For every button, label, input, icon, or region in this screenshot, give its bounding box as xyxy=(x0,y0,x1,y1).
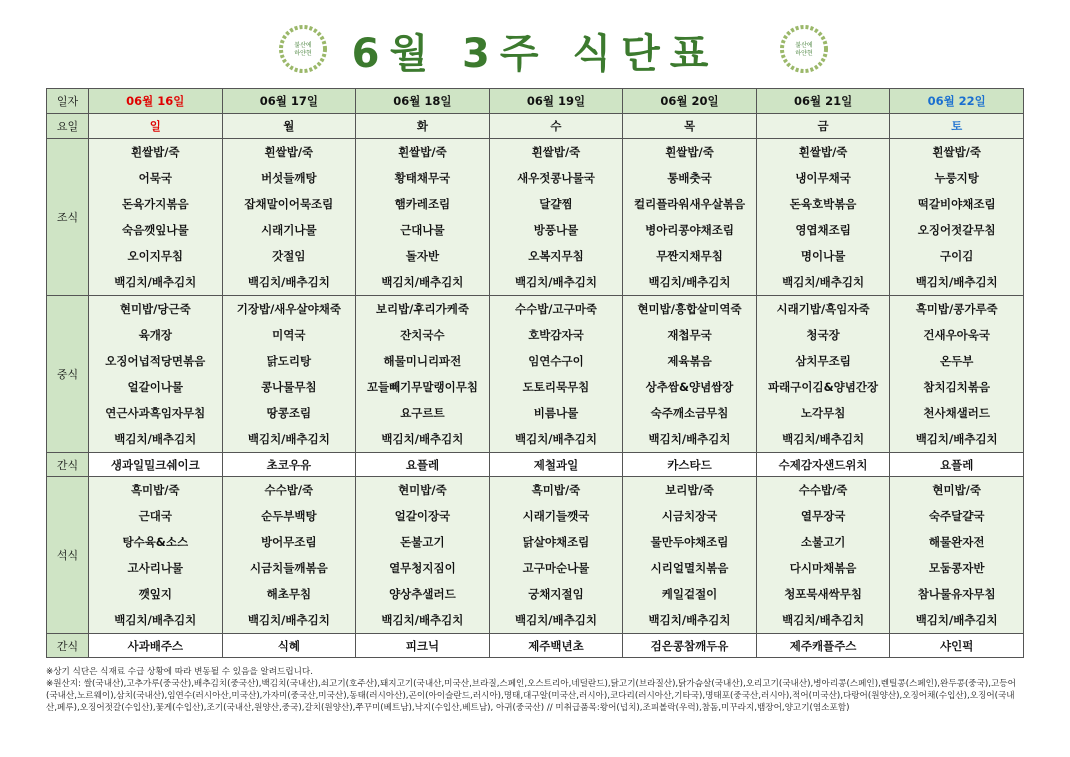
day-cell: 월 xyxy=(222,114,356,139)
menu-item: 흑미밥/죽 xyxy=(531,483,581,497)
menu-item: 삼치무조림 xyxy=(795,354,851,368)
menu-item: 새우젓콩나물국 xyxy=(517,171,595,185)
date-cell: 06월 22일 xyxy=(890,89,1024,114)
menu-item: 수수밥/죽 xyxy=(264,483,314,497)
menu-item: 흰쌀밥/죽 xyxy=(932,145,981,159)
menu-item: 수수밥/고구마죽 xyxy=(514,302,597,316)
menu-item: 수수밥/죽 xyxy=(798,483,848,497)
menu-item: 시금치들깨볶음 xyxy=(249,561,328,575)
dinner-row xyxy=(47,477,1024,634)
wreath-logo-left xyxy=(278,24,328,74)
menu-item: 백김치/배추김치 xyxy=(114,275,197,289)
menu-item: 상추쌈&양념쌈장 xyxy=(645,380,734,394)
menu-item: 잡채말이어묵조림 xyxy=(244,197,334,211)
date-cell: 06월 21일 xyxy=(756,89,890,114)
snack2-label: 간식 xyxy=(47,634,89,658)
snack-cell: 카스타드 xyxy=(623,453,757,477)
date-label: 일자 xyxy=(47,89,89,114)
menu-item: 임연수구이 xyxy=(528,354,584,368)
menu-item: 어묵국 xyxy=(138,171,172,185)
menu-item: 온두부 xyxy=(940,354,974,368)
menu-item: 백김치/배추김치 xyxy=(247,432,330,446)
day-cell: 일 xyxy=(89,114,223,139)
snack1-label: 간식 xyxy=(47,453,89,477)
menu-item: 탕수육&소스 xyxy=(122,535,189,549)
menu-item: 연근사과흑임자무침 xyxy=(105,406,206,420)
menu-item: 제육볶음 xyxy=(667,354,712,368)
menu-item: 흑미밥/죽 xyxy=(130,483,180,497)
menu-item: 미역국 xyxy=(272,328,306,342)
date-cell: 06월 19일 xyxy=(489,89,623,114)
menu-cell xyxy=(356,296,490,453)
menu-item: 해물미니리파전 xyxy=(383,354,462,368)
menu-item: 백김치/배추김치 xyxy=(648,432,731,446)
menu-item: 달걀찜 xyxy=(539,197,573,211)
menu-item: 케일겉절이 xyxy=(661,587,718,601)
date-row xyxy=(47,89,1024,114)
menu-item: 돈불고기 xyxy=(400,535,445,549)
svg-text:불산에: 불산에 xyxy=(795,42,813,49)
menu-item: 백김치/배추김치 xyxy=(514,613,597,627)
day-row xyxy=(47,114,1024,139)
menu-table xyxy=(46,88,1024,658)
menu-item: 백김치/배추김치 xyxy=(381,613,464,627)
menu-item: 백김치/배추김치 xyxy=(247,613,330,627)
date-cell: 06월 20일 xyxy=(623,89,757,114)
menu-cell xyxy=(89,477,223,634)
lunch-row xyxy=(47,296,1024,453)
snack-cell: 초코우유 xyxy=(222,453,356,477)
menu-item: 백김치/배추김치 xyxy=(648,275,731,289)
menu-item: 백김치/배추김치 xyxy=(114,432,197,446)
menu-item: 컬리플라워새우살볶음 xyxy=(633,197,746,211)
date-cell: 06월 16일 xyxy=(89,89,223,114)
menu-item: 닭도리탕 xyxy=(266,354,312,368)
menu-item: 방어무조림 xyxy=(261,535,317,549)
menu-item: 흰쌀밥/죽 xyxy=(264,145,314,159)
menu-item: 근대국 xyxy=(138,509,172,523)
menu-item: 노각무침 xyxy=(800,406,846,420)
menu-cell xyxy=(89,296,223,453)
snack-cell: 사과배주스 xyxy=(89,634,223,658)
menu-item: 현미밥/당근죽 xyxy=(119,302,191,316)
menu-item: 참치김치볶음 xyxy=(923,380,991,394)
note-origin: ※원산지: 쌀(국내산),고추가루(중국산),배추김치(중국산),백김치(국내산),쇠고기(호주산),돼지고기(국내산,미국산,브라질,스페인,오스트리아,네덜란드),닭고기(브라질산),닭가슴살(국내산),오리고기(국내산),병아리콩(스페인),렌틸콩(스페인),완두콩(중국),고등어(국내산,노르웨이),삼치(국내산),임연수(러시아산,미국산),가자미(중국산,미국산),동태(러시아산),곤이(아이슬란드,러시아),명태,대구알(미국산,러시아),코다리(러시아산,기타국),명태포(중국산,러시아),적어(미국산),다랑어(원양산),오징어채(수입산),오징어(국내산,페루),오징어젓갈(수입산),꽃게(수입산),조기(국내산,원양산,중국),갈치(원양산),쭈꾸미(베트남),낙지(수입산,베트남), 아귀(중국산) // 미취급품목:왕어(넙치),조피볼락(우럭),참돔,미꾸라지,뱀장어,양고기(염소포함) xyxy=(46,679,1016,713)
menu-item: 시래기밥/흑임자죽 xyxy=(776,302,870,316)
menu-item: 오이지무침 xyxy=(127,249,184,263)
menu-item: 잔치국수 xyxy=(400,328,445,342)
menu-cell xyxy=(489,477,623,634)
page-title: 6월 3주 식단표 xyxy=(351,31,719,77)
day-label: 요일 xyxy=(47,114,89,139)
menu-item: 참나물유자무침 xyxy=(917,587,996,601)
menu-item: 백김치/배추김치 xyxy=(247,275,330,289)
menu-item: 청국장 xyxy=(806,328,840,342)
menu-item: 꼬들빼기무말랭이무침 xyxy=(366,380,478,394)
snack-cell: 요플레 xyxy=(356,453,490,477)
menu-item: 흰쌀밥/죽 xyxy=(531,145,581,159)
menu-item: 흰쌀밥/죽 xyxy=(798,145,848,159)
day-cell: 금 xyxy=(756,114,890,139)
snack2-row xyxy=(47,634,1024,658)
menu-item: 물만두야채조림 xyxy=(650,535,729,549)
snack1-row xyxy=(47,453,1024,477)
menu-item: 파래구이김&양념간장 xyxy=(768,380,879,394)
menu-item: 병아리콩야채조림 xyxy=(645,223,734,237)
menu-item: 건새우아욱국 xyxy=(923,328,991,342)
menu-item: 시리얼멸치볶음 xyxy=(650,561,729,575)
menu-cell xyxy=(222,296,356,453)
menu-cell xyxy=(890,477,1024,634)
menu-item: 청포묵새싹무침 xyxy=(784,587,862,601)
menu-item: 천사채샐러드 xyxy=(923,406,991,420)
menu-cell xyxy=(623,296,757,453)
menu-item: 백김치/배추김치 xyxy=(782,275,865,289)
menu-cell xyxy=(890,296,1024,453)
menu-item: 백김치/배추김치 xyxy=(114,613,197,627)
menu-cell xyxy=(356,477,490,634)
day-cell: 목 xyxy=(623,114,757,139)
menu-item: 열무청지짐이 xyxy=(389,561,456,575)
menu-cell xyxy=(89,139,223,296)
snack-cell: 제주백년초 xyxy=(489,634,623,658)
menu-item: 갓절임 xyxy=(272,249,306,263)
note-disclaimer: ※상기 식단은 식재료 수급 상황에 따라 변동될 수 있음을 알려드립니다. xyxy=(46,667,313,677)
menu-item: 황태채무국 xyxy=(394,171,451,185)
menu-item: 구이김 xyxy=(940,249,974,263)
menu-item: 돈육호박볶음 xyxy=(789,197,857,211)
menu-item: 돈육가지볶음 xyxy=(121,197,189,211)
menu-item: 호박감자국 xyxy=(528,328,584,342)
menu-cell xyxy=(756,296,890,453)
menu-item: 백김치/배추김치 xyxy=(514,432,597,446)
menu-item: 현미밥/죽 xyxy=(398,483,447,497)
menu-item: 깻잎지 xyxy=(138,587,172,601)
menu-item: 백김치/배추김치 xyxy=(381,432,464,446)
date-cell: 06월 18일 xyxy=(356,89,490,114)
menu-item: 얼갈이장국 xyxy=(394,509,451,523)
menu-item: 시금치장국 xyxy=(661,509,718,523)
snack-cell: 검은콩참깨두유 xyxy=(623,634,757,658)
menu-item: 양상추샐러드 xyxy=(389,587,456,601)
menu-cell xyxy=(356,139,490,296)
menu-cell xyxy=(222,139,356,296)
menu-item: 버섯들깨탕 xyxy=(261,171,317,185)
menu-item: 도토리묵무침 xyxy=(522,380,590,394)
menu-item: 무짠지채무침 xyxy=(656,249,723,263)
menu-item: 현미밥/흥합살미역죽 xyxy=(637,302,742,316)
menu-cell xyxy=(489,139,623,296)
menu-item: 백김치/배추김치 xyxy=(782,613,865,627)
menu-item: 숙주달걀국 xyxy=(928,509,985,523)
snack-cell: 피크닉 xyxy=(356,634,490,658)
snack-cell: 생과일밀크쉐이크 xyxy=(89,453,223,477)
menu-item: 재첩무국 xyxy=(667,328,712,342)
menu-item: 열무장국 xyxy=(800,509,846,523)
menu-item: 흰쌀밥/죽 xyxy=(130,145,180,159)
snack-cell: 식혜 xyxy=(222,634,356,658)
day-cell: 수 xyxy=(489,114,623,139)
svg-text:불산에: 불산에 xyxy=(294,42,312,49)
menu-item: 닭살야채조림 xyxy=(522,535,590,549)
menu-item: 땅콩조림 xyxy=(266,406,312,420)
menu-item: 고구마순나물 xyxy=(522,561,590,575)
menu-cell xyxy=(623,477,757,634)
menu-item: 콩나물무침 xyxy=(261,380,317,394)
menu-item: 백김치/배추김치 xyxy=(381,275,464,289)
menu-item: 명이나물 xyxy=(800,249,846,263)
menu-cell xyxy=(222,477,356,634)
lunch-label: 중식 xyxy=(47,296,89,453)
dinner-label: 석식 xyxy=(47,477,89,634)
snack-cell: 요플레 xyxy=(890,453,1024,477)
menu-item: 백김치/배추김치 xyxy=(648,613,731,627)
wreath-logo-right xyxy=(779,24,829,74)
menu-item: 방풍나물 xyxy=(533,223,579,237)
menu-item: 해물완자전 xyxy=(928,535,985,549)
menu-item: 모둠콩자반 xyxy=(928,561,985,575)
menu-item: 영엽채조림 xyxy=(795,223,851,237)
menu-item: 흑미밥/콩가루죽 xyxy=(915,302,998,316)
date-cell: 06월 17일 xyxy=(222,89,356,114)
menu-item: 얼갈이나물 xyxy=(127,380,184,394)
menu-item: 오징어넙적당면볶음 xyxy=(105,354,206,368)
svg-text:하얀현: 하얀현 xyxy=(294,50,312,57)
menu-item: 흰쌀밥/죽 xyxy=(398,145,447,159)
notes xyxy=(46,666,1024,714)
menu-item: 보리밥/후리가케죽 xyxy=(375,302,469,316)
menu-item: 해초무침 xyxy=(266,587,312,601)
menu-cell xyxy=(890,139,1024,296)
menu-item: 백김치/배추김치 xyxy=(915,275,998,289)
snack-cell: 수제감자샌드위치 xyxy=(756,453,890,477)
snack-cell: 제철과일 xyxy=(489,453,623,477)
menu-item: 근대나물 xyxy=(400,223,445,237)
menu-cell xyxy=(623,139,757,296)
menu-cell xyxy=(756,477,890,634)
menu-item: 육개장 xyxy=(138,328,172,342)
menu-item: 돌자반 xyxy=(405,249,440,263)
menu-item: 순두부백탕 xyxy=(261,509,317,523)
breakfast-row xyxy=(47,139,1024,296)
menu-item: 고사리나물 xyxy=(127,561,184,575)
menu-item: 숙음깻잎나물 xyxy=(121,223,189,237)
menu-cell xyxy=(489,296,623,453)
menu-item: 숙주깨소금무침 xyxy=(650,406,729,420)
menu-item: 오복지무침 xyxy=(528,249,584,263)
menu-item: 백김치/배추김치 xyxy=(782,432,865,446)
svg-text:하얀현: 하얀현 xyxy=(795,50,813,57)
menu-item: 백김치/배추김치 xyxy=(915,432,998,446)
menu-item: 궁채지절임 xyxy=(528,587,584,601)
menu-item: 백김치/배추김치 xyxy=(514,275,597,289)
menu-item: 누룽지탕 xyxy=(934,171,979,185)
menu-item: 요구르트 xyxy=(400,406,445,420)
snack-cell: 샤인퍽 xyxy=(890,634,1024,658)
menu-item: 떡갈비야채조림 xyxy=(917,197,996,211)
day-cell: 화 xyxy=(356,114,490,139)
snack-cell: 제주캐플주스 xyxy=(756,634,890,658)
day-cell: 토 xyxy=(890,114,1024,139)
menu-item: 비름나물 xyxy=(533,406,579,420)
menu-item: 현미밥/죽 xyxy=(932,483,981,497)
menu-item: 보리밥/죽 xyxy=(665,483,714,497)
menu-item: 다시마채볶음 xyxy=(789,561,857,575)
menu-cell xyxy=(756,139,890,296)
menu-item: 기장밥/새우살야채죽 xyxy=(236,302,341,316)
menu-item: 냉이무채국 xyxy=(795,171,851,185)
breakfast-label: 조식 xyxy=(47,139,89,296)
menu-item: 백김치/배추김치 xyxy=(915,613,998,627)
menu-item: 시래기나물 xyxy=(261,223,317,237)
menu-item: 흰쌀밥/죽 xyxy=(665,145,714,159)
menu-item: 시래기들깻국 xyxy=(522,509,590,523)
menu-item: 소불고기 xyxy=(800,535,846,549)
menu-item: 오징어젓갈무침 xyxy=(917,223,996,237)
menu-item: 통배춧국 xyxy=(667,171,712,185)
menu-item: 햄카레조림 xyxy=(394,197,451,211)
